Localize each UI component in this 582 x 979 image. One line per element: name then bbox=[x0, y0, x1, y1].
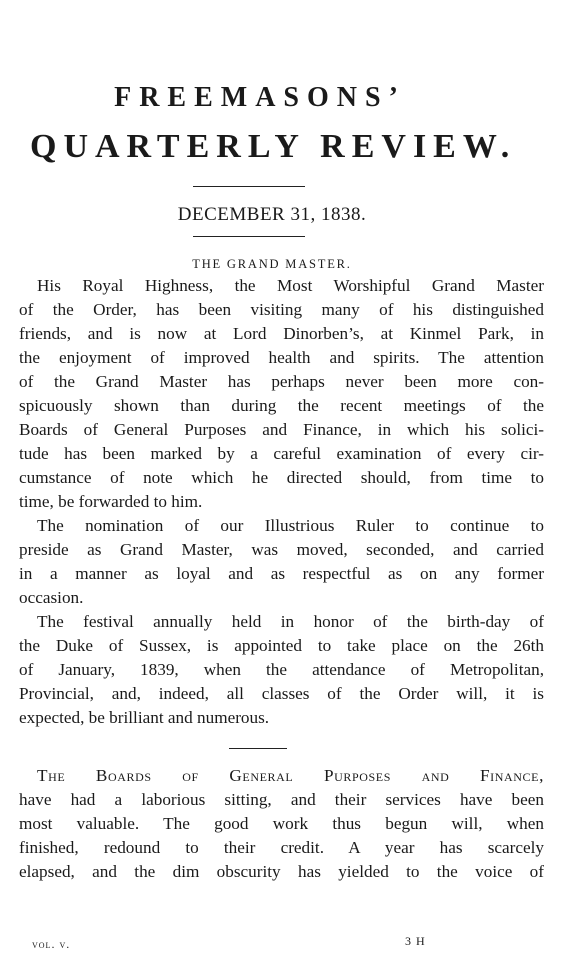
body-line: expected, be brilliant and numerous. bbox=[19, 708, 270, 727]
body-line: time, be forwarded to him. bbox=[19, 492, 203, 511]
rule-below-date bbox=[193, 236, 305, 237]
section2-lead-in: The Boards of General Purposes and Finance, bbox=[37, 766, 544, 785]
body-line: elapsed, and the dim obscurity has yielded to the voice of bbox=[19, 862, 544, 881]
signature-mark: 3 H bbox=[405, 934, 426, 948]
body-line: occasion. bbox=[19, 588, 84, 607]
issue-date: DECEMBER 31, 1838. bbox=[177, 204, 367, 225]
section-heading: THE GRAND MASTER. bbox=[192, 257, 352, 271]
body-line: most valuable. The good work thus begun will, when bbox=[19, 814, 544, 833]
body-line: spicuously shown than during the recent meetings of the bbox=[19, 396, 544, 415]
body-line: The nomination of our Illustrious Ruler to continue to bbox=[37, 516, 544, 535]
body-line: have had a laborious sitting, and their services have been bbox=[19, 790, 544, 809]
body-line: His Royal Highness, the Most Worshipful Grand Master bbox=[37, 276, 544, 295]
masthead-title-line1: FREEMASONS’ bbox=[114, 82, 406, 113]
body-line: Boards of General Purposes and Finance, in which his solici- bbox=[19, 420, 544, 439]
body-line: tude has been marked by a careful examination of every cir- bbox=[19, 444, 544, 463]
section-divider bbox=[229, 748, 287, 749]
masthead-title-line2: QUARTERLY REVIEW. bbox=[30, 128, 517, 165]
body-line: finished, redound to their credit. A year has scarcely bbox=[19, 838, 544, 857]
volume-marker: vol. v. bbox=[32, 937, 71, 951]
body-line: friends, and is now at Lord Dinorben’s, at Kinmel Park, in bbox=[19, 324, 544, 343]
body-line: of January, 1839, when the attendance of Metropolitan, bbox=[19, 660, 544, 679]
body-line: of the Grand Master has perhaps never been more con- bbox=[19, 372, 544, 391]
body-line: The festival annually held in honor of the birth-day of bbox=[37, 612, 544, 631]
body-line: Provincial, and, indeed, all classes of the Order will, it is bbox=[19, 684, 544, 703]
body-line: the Duke of Sussex, is appointed to take place on the 26th bbox=[19, 636, 544, 655]
body-line: the enjoyment of improved health and spirits. The attention bbox=[19, 348, 544, 367]
body-line: of the Order, has been visiting many of his distinguished bbox=[19, 300, 544, 319]
body-line: preside as Grand Master, was moved, seconded, and carried bbox=[19, 540, 544, 559]
rule-above-date bbox=[193, 186, 305, 187]
body-line: in a manner as loyal and as respectful as on any former bbox=[19, 564, 544, 583]
body-line: cumstance of note which he directed should, from time to bbox=[19, 468, 544, 487]
